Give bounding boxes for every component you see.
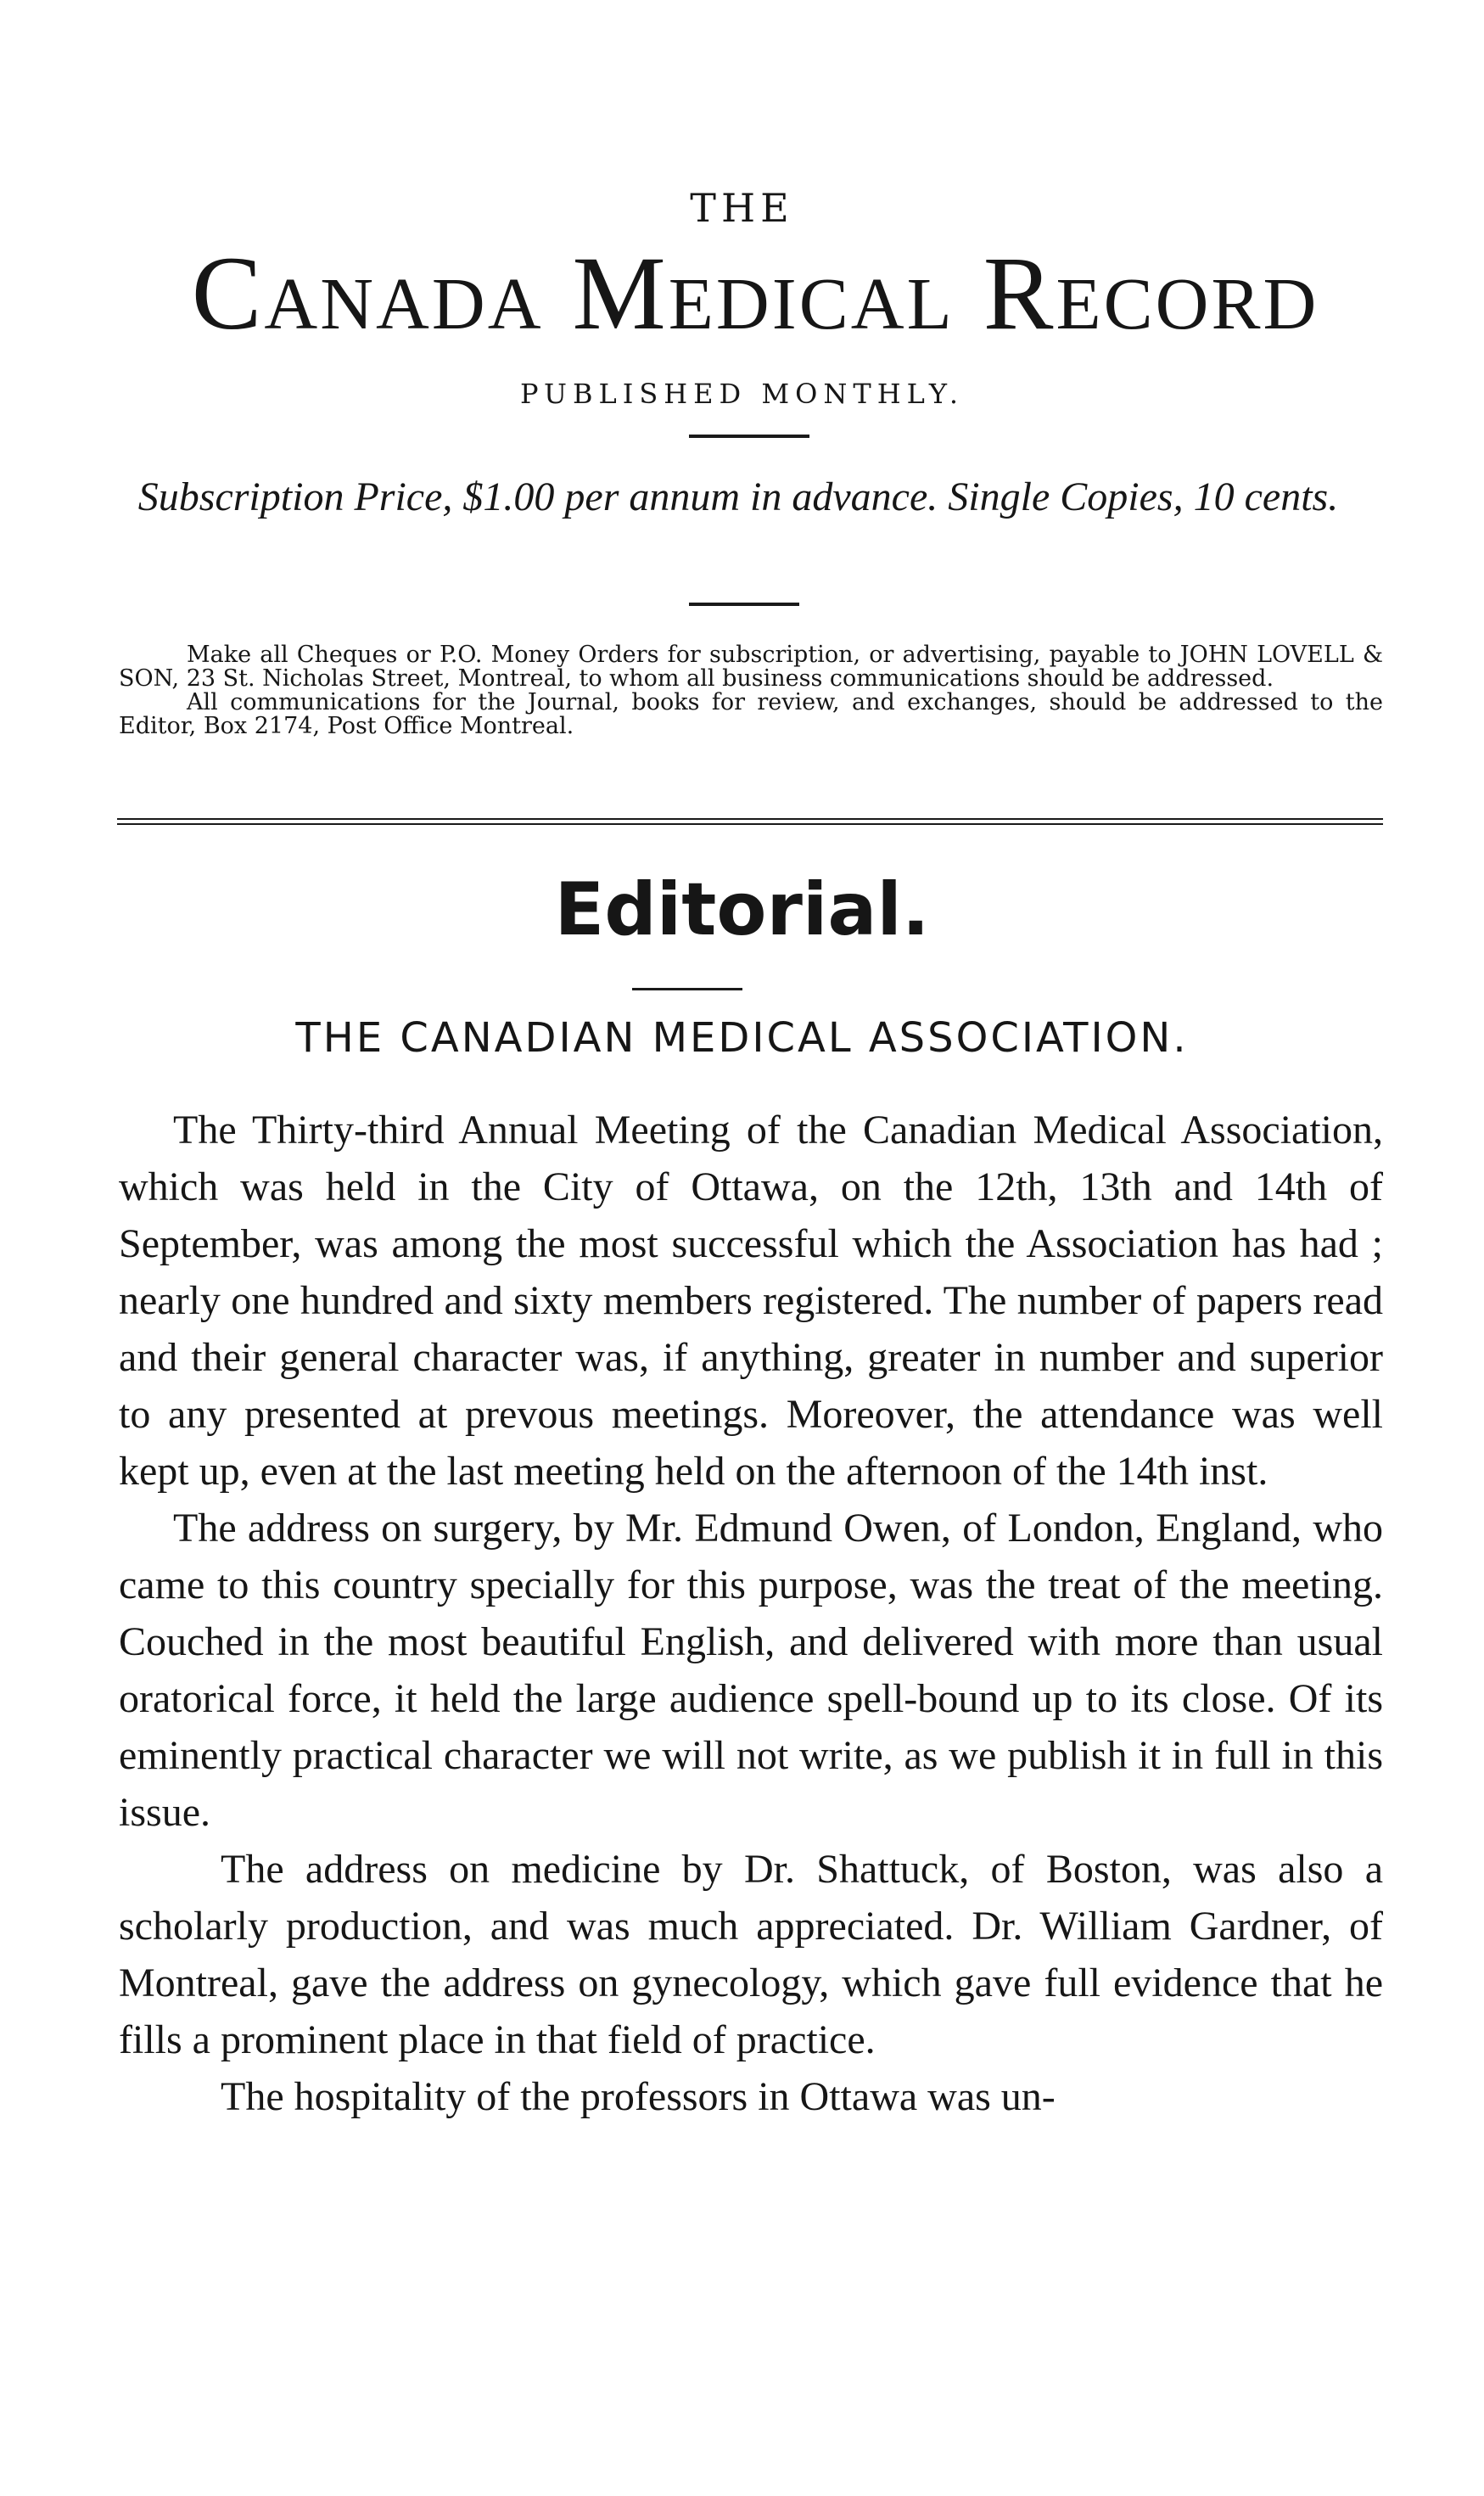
section-divider <box>632 988 742 990</box>
publication-frequency: PUBLISHED MONTHLY. <box>520 378 964 410</box>
masthead-divider <box>689 435 809 438</box>
article-paragraph: The address on surgery, by Mr. Edmund Owen, of London, England, who came to this country specially for this purpose, was the treat of the meeting. Couched in the most beautiful English, and delivered with more than usual oratorical force, it held the large audience spell-bound up to its close. Of its eminently practical character we will not write, as we publish it in full in this issue. <box>119 1506 1383 1835</box>
publisher-notice <box>119 643 1383 738</box>
article-body <box>119 1102 1383 2125</box>
header-rule-bottom <box>117 823 1383 825</box>
masthead-the: THE <box>690 185 794 231</box>
article-paragraph: The Thirty-third Annual Meeting of the Canadian Medical Association, which was held in the City of Ottawa, on the 12th, 13th and 14th of September, was among the most successful which the Association has had ; nearly one hundred and sixty members registered. The number of papers read and their general character was, if anything, greater in number and superior to any presented at prevous meetings. Moreover, the attendance was well kept up, even at the last meeting held on the afternoon of the 14th inst. <box>119 1108 1383 1494</box>
article-paragraph: The address on medicine by Dr. Shattuck, of Boston, was also a scholarly production, and was much appreciated. Dr. William Gardner, of Montreal, gave the address on gynecology, which gave full evidence that he fills a prominent place in that field of practice. <box>119 1847 1383 2062</box>
subscription-divider <box>689 603 799 606</box>
journal-title: Canada Medical Record <box>191 235 1319 351</box>
notice-payment: Make all Cheques or P.O. Money Orders for subscription, or advertising, payable to JOHN LOVELL & SON, 23 St. Nicholas Street, Montreal, to whom all business communications should be addressed. <box>119 642 1383 692</box>
subscription-price: Subscription Price, $1.00 per annum in advance. Single Copies, 10 cents. <box>137 474 1339 519</box>
header-rule-top <box>117 818 1383 820</box>
article-title: THE CANADIAN MEDICAL ASSOCIATION. <box>295 1014 1189 1062</box>
notice-correspondence: All communications for the Journal, books for review, and exchanges, should be addressed to the Editor, Box 2174, Post Office Montreal. <box>119 689 1383 739</box>
article-paragraph: The hospitality of the professors in Ottawa was un- <box>221 2074 1056 2119</box>
section-title: Editorial. <box>554 867 930 952</box>
